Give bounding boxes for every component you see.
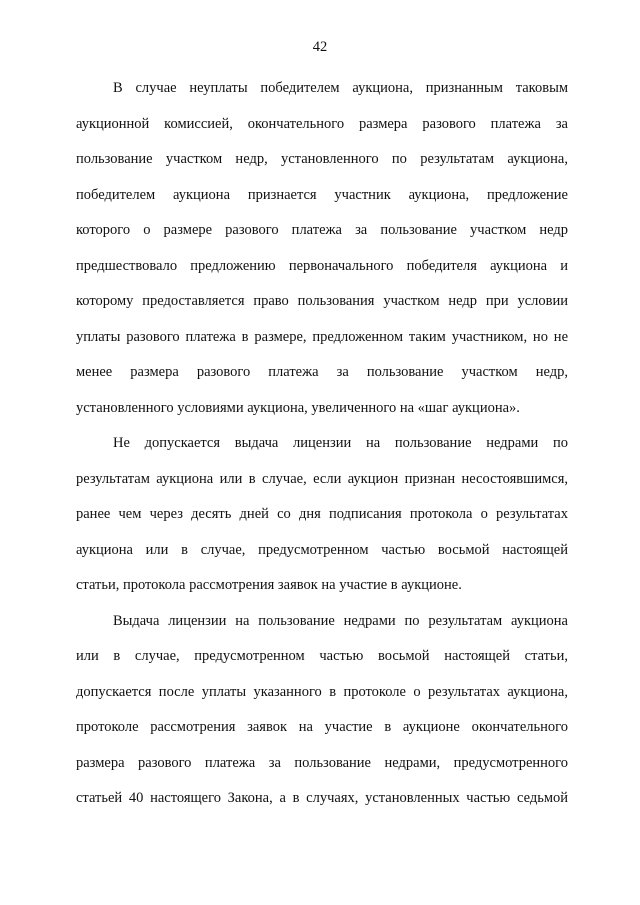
text-line: статьи, протокола рассмотрения заявок на участие в аукционе.: [76, 577, 462, 593]
text-line: В случае неуплаты победителем аукциона, признанным таковым: [113, 80, 568, 96]
text-line: уплаты разового платежа в размере, предложенном таким участником, но не: [76, 328, 568, 345]
text-line: победителем аукциона признается участник аукциона, предложение: [76, 186, 568, 203]
text-line: аукциона или в случае, предусмотренном частью восьмой настоящей: [76, 541, 568, 558]
text-line: результатам аукциона или в случае, если аукцион признан несостоявшимся,: [76, 470, 568, 487]
text-line: аукционной комиссией, окончательного размера разового платежа за: [76, 115, 568, 132]
text-line: протоколе рассмотрения заявок на участие в аукционе окончательного: [76, 719, 568, 735]
body-text: [76, 75, 568, 821]
text-line: пользование участком недр, установленного по результатам аукциона,: [76, 151, 568, 167]
text-line: допускается после уплаты указанного в протоколе о результатах аукциона,: [76, 683, 568, 700]
paragraph-3: [76, 608, 568, 821]
paragraph-1: [76, 75, 568, 430]
text-line: которого о размере разового платежа за пользование участком недр: [76, 222, 568, 238]
text-line: установленного условиями аукциона, увеличенного на «шаг аукциона».: [76, 399, 520, 416]
text-line: размера разового платежа за пользование недрами, предусмотренного: [76, 754, 568, 771]
text-line: статьей 40 настоящего Закона, а в случаях, установленных частью седьмой: [76, 790, 568, 806]
page-number: 42: [312, 39, 328, 55]
text-line: или в случае, предусмотренном частью восьмой настоящей статьи,: [76, 648, 568, 664]
paragraph-2: [76, 430, 568, 608]
text-line: Не допускается выдача лицензии на пользование недрами по: [113, 435, 568, 451]
text-line: Выдача лицензии на пользование недрами по результатам аукциона: [113, 612, 568, 629]
text-line: которому предоставляется право пользования участком недр при условии: [76, 293, 568, 309]
text-line: предшествовало предложению первоначального победителя аукциона и: [76, 257, 568, 274]
text-line: менее размера разового платежа за пользование участком недр,: [76, 364, 568, 380]
text-line: ранее чем через десять дней со дня подписания протокола о результатах: [76, 506, 568, 522]
